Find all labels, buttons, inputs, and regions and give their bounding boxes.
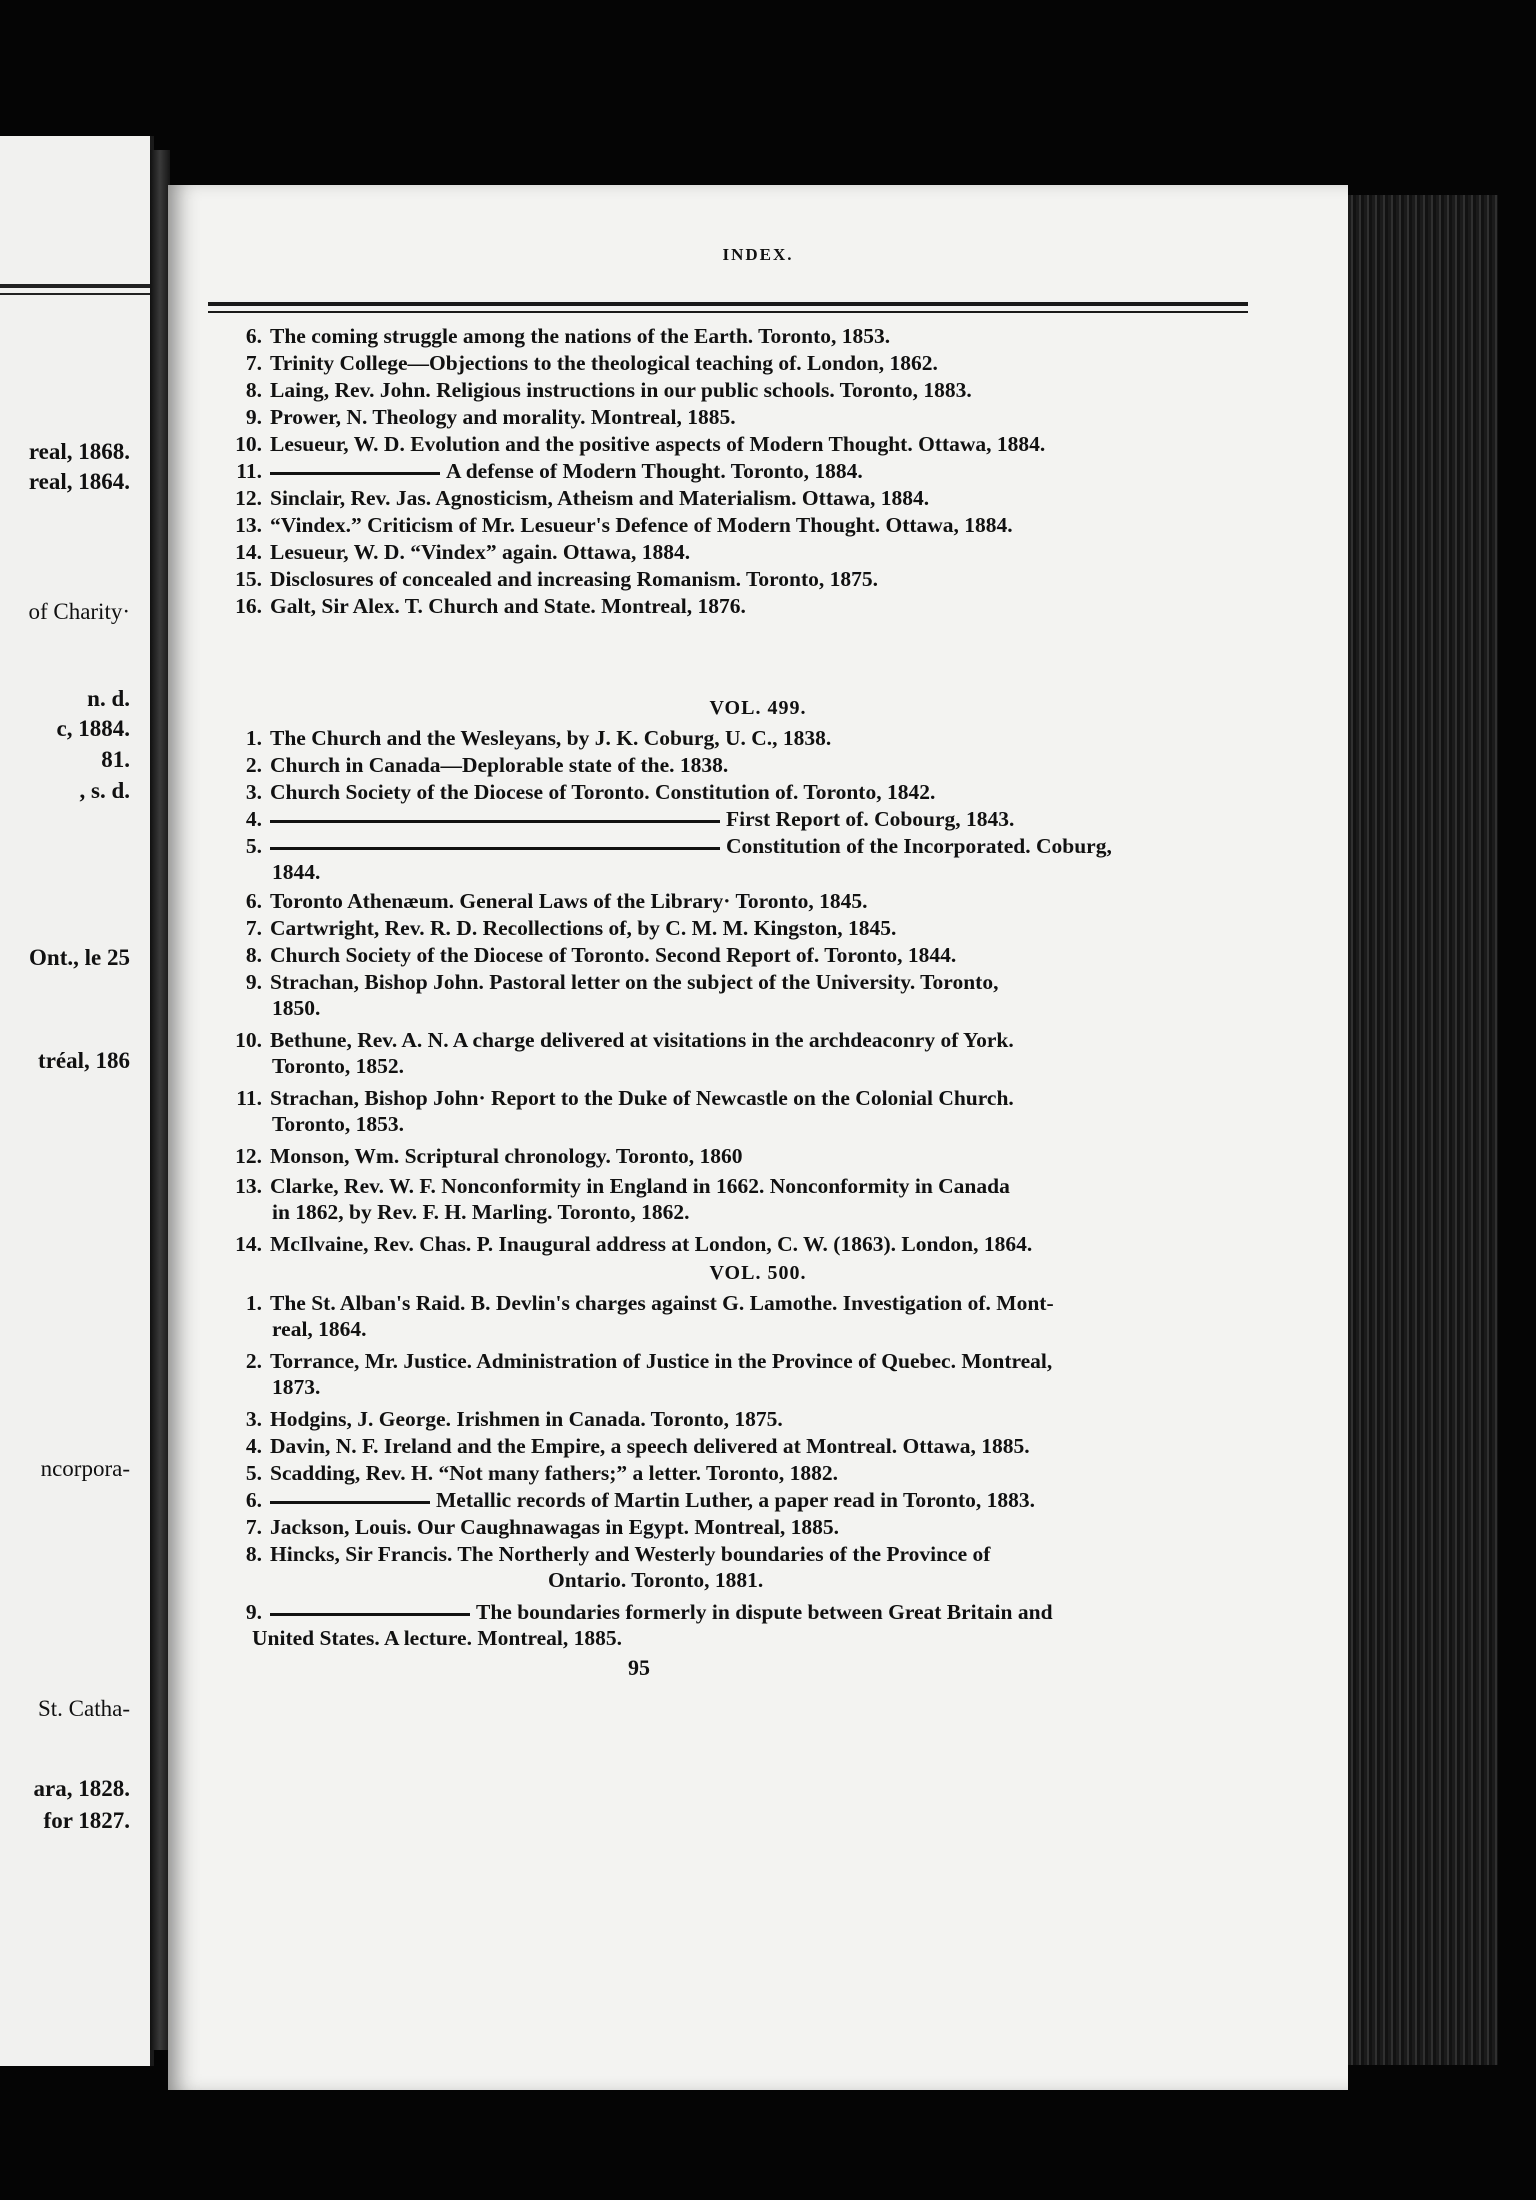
left-fragment: ara, 1828.: [33, 1776, 130, 1801]
index-entry: 4. Davin, N. F. Ireland and the Empire, a speech delivered at Montreal. Ottawa, 1885.: [245, 1434, 1030, 1458]
index-entry: 5. Constitution of the Incorporated. Coburg,: [245, 834, 1112, 858]
left-fragment: real, 1864.: [28, 469, 130, 494]
left-fragment: c, 1884.: [56, 716, 130, 741]
volume-heading: VOL. 500.: [709, 1262, 807, 1284]
index-entry: 15. Disclosures of concealed and increasing Romanism. Toronto, 1875.: [235, 567, 879, 591]
entry-continuation: in 1862, by Rev. F. H. Marling. Toronto, 1862.: [272, 1200, 690, 1224]
left-fragment: , s. d.: [79, 778, 130, 803]
index-entry: 2. Church in Canada—Deplorable state of the. 1838.: [245, 753, 729, 777]
book-spine: [150, 150, 170, 2050]
index-entry: 16. Galt, Sir Alex. T. Church and State. Montreal, 1876.: [235, 594, 746, 618]
index-entry: 2. Torrance, Mr. Justice. Administration of Justice in the Province of Quebec. Montreal,: [245, 1349, 1053, 1373]
page-header: INDEX.: [722, 245, 794, 264]
index-entry: 9. Prower, N. Theology and morality. Montreal, 1885.: [245, 405, 736, 429]
entry-continuation: 1844.: [272, 860, 321, 884]
index-entry: 6. Toronto Athenæum. General Laws of the Library· Toronto, 1845.: [245, 889, 868, 913]
index-entry: 7. Jackson, Louis. Our Caughnawagas in Egypt. Montreal, 1885.: [245, 1515, 840, 1539]
entry-continuation: 1873.: [272, 1375, 321, 1399]
left-fragment: real, 1868.: [28, 439, 130, 464]
index-entry: 11. A defense of Modern Thought. Toronto, 1884.: [236, 459, 863, 483]
left-fragment: Ont., le 25: [29, 945, 130, 970]
ditto-dash: [270, 820, 720, 823]
ditto-dash: [270, 847, 720, 850]
index-entry: 10. Bethune, Rev. A. N. A charge delivered at visitations in the archdeaconry of York.: [235, 1028, 1014, 1052]
index-entry: 7. Cartwright, Rev. R. D. Recollections of, by C. M. M. Kingston, 1845.: [245, 916, 897, 940]
index-entry: 6. The coming struggle among the nations of the Earth. Toronto, 1853.: [245, 324, 891, 348]
header-rule: [208, 302, 1248, 306]
index-entry: 9. The boundaries formerly in dispute between Great Britain and: [245, 1600, 1053, 1624]
header-rule: [208, 311, 1248, 313]
index-entry: 14. Lesueur, W. D. “Vindex” again. Ottawa, 1884.: [235, 540, 691, 564]
index-entry: 9. Strachan, Bishop John. Pastoral letter on the subject of the University. Toronto,: [245, 970, 999, 994]
left-fragment: for 1827.: [43, 1808, 130, 1833]
left-fragment: St. Catha-: [38, 1696, 130, 1721]
index-entry: 7. Trinity College—Objections to the theological teaching of. London, 1862.: [245, 351, 938, 375]
volume-heading: VOL. 499.: [709, 697, 807, 719]
index-entry: 11. Strachan, Bishop John· Report to the Duke of Newcastle on the Colonial Church.: [236, 1086, 1014, 1110]
left-page-rule: [0, 293, 150, 295]
index-entry: 14. McIlvaine, Rev. Chas. P. Inaugural address at London, C. W. (1863). London, 1864.: [235, 1232, 1033, 1256]
ditto-dash: [270, 1613, 470, 1616]
index-entry: 6. Metallic records of Martin Luther, a paper read in Toronto, 1883.: [245, 1488, 1035, 1512]
left-fragment: of Charity·: [28, 599, 130, 624]
ditto-dash: [270, 1501, 430, 1504]
entry-continuation: Toronto, 1852.: [272, 1054, 405, 1078]
index-entry: 3. Hodgins, J. George. Irishmen in Canada. Toronto, 1875.: [245, 1407, 783, 1431]
index-entry: 8. Church Society of the Diocese of Toronto. Second Report of. Toronto, 1844.: [245, 943, 957, 967]
index-entry: 3. Church Society of the Diocese of Toronto. Constitution of. Toronto, 1842.: [245, 780, 936, 804]
left-page-rule: [0, 284, 150, 288]
left-page: [0, 136, 154, 2066]
left-fragment: n. d.: [87, 686, 130, 711]
index-entry: 12. Sinclair, Rev. Jas. Agnosticism, Atheism and Materialism. Ottawa, 1884.: [235, 486, 930, 510]
index-entry: 1. The St. Alban's Raid. B. Devlin's charges against G. Lamothe. Investigation of. Mont-: [245, 1291, 1054, 1315]
entry-continuation: Toronto, 1853.: [272, 1112, 405, 1136]
entry-continuation: Ontario. Toronto, 1881.: [548, 1568, 764, 1592]
index-entry: 5. Scadding, Rev. H. “Not many fathers;” a letter. Toronto, 1882.: [245, 1461, 838, 1485]
left-fragment: tréal, 186: [38, 1048, 130, 1073]
left-fragment: 81.: [101, 747, 130, 772]
ditto-dash: [270, 472, 440, 475]
index-entry: 10. Lesueur, W. D. Evolution and the positive aspects of Modern Thought. Ottawa, 1884.: [235, 432, 1046, 456]
index-entry: 1. The Church and the Wesleyans, by J. K. Coburg, U. C., 1838.: [245, 726, 832, 750]
index-entry: 8. Laing, Rev. John. Religious instructions in our public schools. Toronto, 1883.: [245, 378, 972, 402]
entry-continuation: real, 1864.: [272, 1317, 367, 1341]
page-edges: [1348, 195, 1498, 2065]
page-number: 95: [628, 1655, 650, 1680]
index-entry: 12. Monson, Wm. Scriptural chronology. Toronto, 1860: [235, 1144, 743, 1168]
left-fragment: ncorpora-: [40, 1456, 130, 1481]
index-entry: 8. Hincks, Sir Francis. The Northerly and Westerly boundaries of the Province of: [245, 1542, 991, 1566]
index-entry: 13. Clarke, Rev. W. F. Nonconformity in England in 1662. Nonconformity in Canada: [235, 1174, 1010, 1198]
entry-continuation: United States. A lecture. Montreal, 1885.: [252, 1626, 623, 1650]
right-page: [168, 185, 1348, 2090]
entry-continuation: 1850.: [272, 996, 321, 1020]
index-entry: 13. “Vindex.” Criticism of Mr. Lesueur's Defence of Modern Thought. Ottawa, 1884.: [235, 513, 1013, 537]
index-entry: 4. First Report of. Cobourg, 1843.: [245, 807, 1015, 831]
